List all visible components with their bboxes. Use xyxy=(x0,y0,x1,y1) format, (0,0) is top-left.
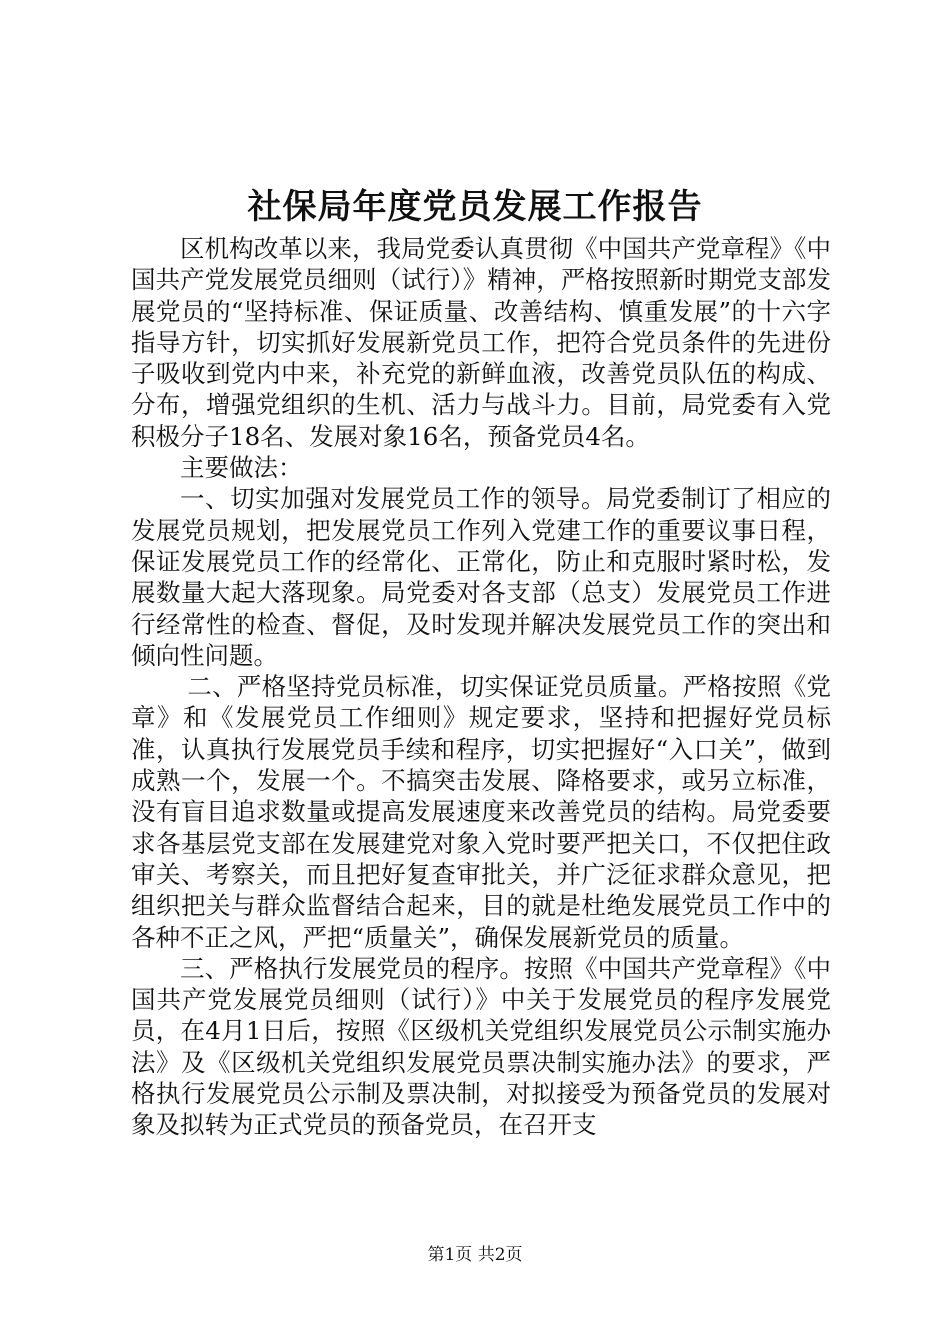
document-body xyxy=(131,233,831,1141)
paragraph-main-methods-heading: 主要做法： xyxy=(180,453,303,483)
page-footer: 第1页 共2页 xyxy=(427,1245,523,1265)
paragraph-intro: 区机构改革以来，我局党委认真贯彻《中国共产党章程》《中国共产党发展党员细则（试行）》精神，严格按照新时期党支部发展党员的“坚持标准、保证质量、改善结构、慎重发展”的十六字指导方针，切实抓好发展新党员工作，把符合党员条件的先进份子吸收到党内中来，补充党的新鲜血液，改善党员队伍的构成、分布，增强党组织的生机、活力与战斗力。目前，局党委有入党积极分子18名、发展对象16名，预备党员4名。 xyxy=(131,234,831,451)
document-title: 社保局年度党员发展工作报告 xyxy=(247,187,703,227)
paragraph-point-three: 三、严格执行发展党员的程序。按照《中国共产党章程》《中国共产党发展党员细则（试行）》中关于发展党员的程序发展党员，在4月1日后，按照《区级机关党组织发展党员公示制实施办法》及《区级机关党组织发展党员票决制实施办法》的要求，严格执行发展党员公示制及票决制，对拟接受为预备党员的发展对象及拟转为正式党员的预备党员，在召开支 xyxy=(131,953,831,1140)
paragraph-point-one: 一、切实加强对发展党员工作的领导。局党委制订了相应的发展党员规划，把发展党员工作列入党建工作的重要议事日程，保证发展党员工作的经常化、正常化，防止和克服时紧时松，发展数量大起大落现象。局党委对各支部（总支）发展党员工作进行经常性的检查、督促，及时发现并解决发展党员工作的突出和倾向性问题。 xyxy=(131,484,831,670)
paragraph-point-two: 二、严格坚持党员标准，切实保证党员质量。严格按照《党章》和《发展党员工作细则》规定要求，坚持和把握好党员标准，认真执行发展党员手续和程序，切实把握好“入口关”，做到成熟一个，发展一个。不搞突击发展、降格要求，或另立标准，没有盲目追求数量或提高发展速度来改善党员的结构。局党委要求各基层党支部在发展建党对象入党时要严把关口，不仅把住政审关、考察关，而且把好复查审批关，并广泛征求群众意见，把组织把关与群众监督结合起来，目的就是杜绝发展党员工作中的各种不正之风，严把“质量关”，确保发展新党员的质量。 xyxy=(131,672,831,952)
